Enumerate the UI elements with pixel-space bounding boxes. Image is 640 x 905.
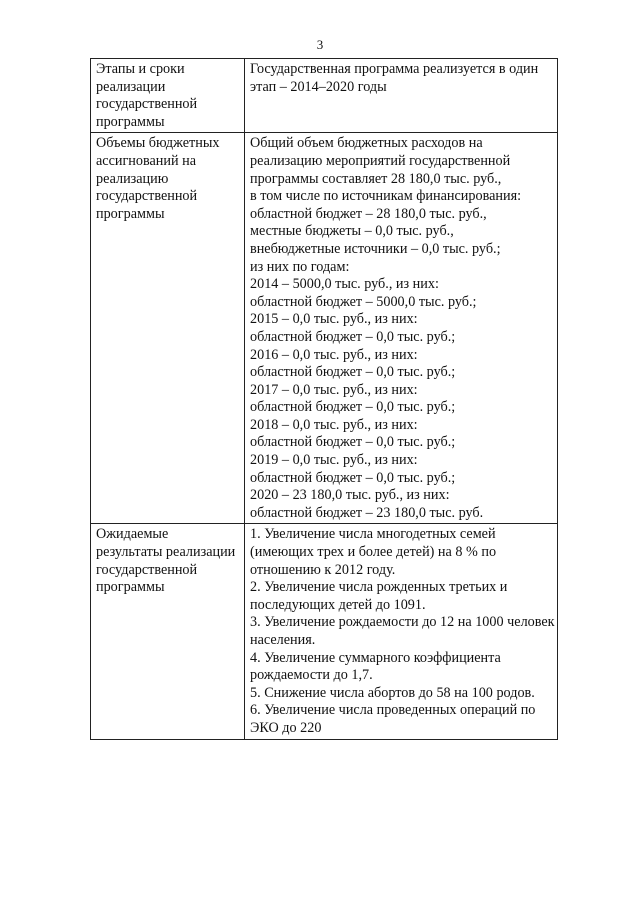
content-line: областной бюджет – 28 180,0 тыс. руб., bbox=[250, 205, 487, 222]
table-row-results bbox=[91, 524, 558, 739]
content-line: программы составляет 28 180,0 тыс. руб., bbox=[250, 170, 502, 187]
content-line: 2014 – 5000,0 тыс. руб., из них: bbox=[250, 276, 439, 293]
label-line: программы bbox=[96, 113, 165, 130]
content-line: областной бюджет – 0,0 тыс. руб.; bbox=[250, 399, 456, 416]
content-line: областной бюджет – 0,0 тыс. руб.; bbox=[250, 364, 456, 381]
content-line: отношению к 2012 году. bbox=[250, 561, 396, 578]
content-line: областной бюджет – 0,0 тыс. руб.; bbox=[250, 469, 456, 486]
label-line: Объемы бюджетных bbox=[96, 135, 220, 152]
label-line: реализации bbox=[96, 78, 166, 95]
content-line: областной бюджет – 5000,0 тыс. руб.; bbox=[250, 293, 477, 310]
content-line: 4. Увеличение суммарного коэффициента bbox=[250, 649, 501, 666]
row-label-budget bbox=[91, 133, 245, 524]
label-line: программы bbox=[96, 579, 165, 596]
label-line: программы bbox=[96, 205, 165, 222]
label-line: результаты реализации bbox=[96, 544, 236, 561]
content-line: 3. Увеличение рождаемости до 12 на 1000 человек bbox=[250, 614, 555, 631]
content-line: Государственная программа реализуется в один bbox=[250, 61, 539, 77]
content-line: 2019 – 0,0 тыс. руб., из них: bbox=[250, 452, 418, 469]
content-line: внебюджетные источники – 0,0 тыс. руб.; bbox=[250, 240, 501, 257]
content-line: из них по годам: bbox=[250, 258, 350, 275]
content-line: 2017 – 0,0 тыс. руб., из них: bbox=[250, 381, 418, 398]
table-row-budget bbox=[91, 133, 558, 524]
label-line: Этапы и сроки bbox=[96, 61, 185, 77]
content-line: 1. Увеличение числа многодетных семей bbox=[250, 526, 496, 543]
content-line: 2020 – 23 180,0 тыс. руб., из них: bbox=[250, 487, 450, 504]
label-line: государственной bbox=[96, 96, 198, 113]
content-line: 2018 – 0,0 тыс. руб., из них: bbox=[250, 416, 418, 433]
content-line: Общий объем бюджетных расходов на bbox=[250, 135, 483, 152]
content-line: 2. Увеличение числа рожденных третьих и bbox=[250, 579, 508, 596]
content-line: 5. Снижение числа абортов до 58 на 100 родов. bbox=[250, 684, 535, 701]
label-line: государственной bbox=[96, 561, 198, 578]
content-line: 6. Увеличение числа проведенных операций по bbox=[250, 702, 536, 719]
row-content-budget bbox=[245, 133, 558, 524]
content-line: областной бюджет – 0,0 тыс. руб.; bbox=[250, 328, 456, 345]
program-passport-table bbox=[90, 58, 558, 740]
label-line: Ожидаемые bbox=[96, 526, 169, 543]
content-line: местные бюджеты – 0,0 тыс. руб., bbox=[250, 223, 454, 240]
row-label-stages bbox=[91, 59, 245, 133]
content-line: областной бюджет – 23 180,0 тыс. руб. bbox=[250, 504, 484, 521]
content-line: ЭКО до 220 bbox=[250, 719, 322, 736]
content-line: последующих детей до 1091. bbox=[250, 596, 426, 613]
content-line: областной бюджет – 0,0 тыс. руб.; bbox=[250, 434, 456, 451]
row-label-results bbox=[91, 524, 245, 739]
table-row-stages bbox=[91, 59, 558, 133]
label-line: государственной bbox=[96, 188, 198, 205]
row-content-stages bbox=[245, 59, 558, 133]
content-line: этап – 2014–2020 годы bbox=[250, 78, 387, 95]
row-content-results bbox=[245, 524, 558, 739]
content-line: в том числе по источникам финансирования: bbox=[250, 188, 522, 205]
label-line: реализацию bbox=[96, 170, 169, 187]
content-line: населения. bbox=[250, 632, 316, 648]
label-line: ассигнований на bbox=[96, 152, 197, 169]
page-number: 3 bbox=[316, 37, 324, 52]
content-line: 2016 – 0,0 тыс. руб., из них: bbox=[250, 346, 418, 363]
content-line: рождаемости до 1,7. bbox=[250, 667, 373, 684]
content-line: 2015 – 0,0 тыс. руб., из них: bbox=[250, 311, 418, 328]
content-line: реализацию мероприятий государственной bbox=[250, 152, 511, 169]
content-line: (имеющих трех и более детей) на 8 % по bbox=[250, 544, 497, 561]
